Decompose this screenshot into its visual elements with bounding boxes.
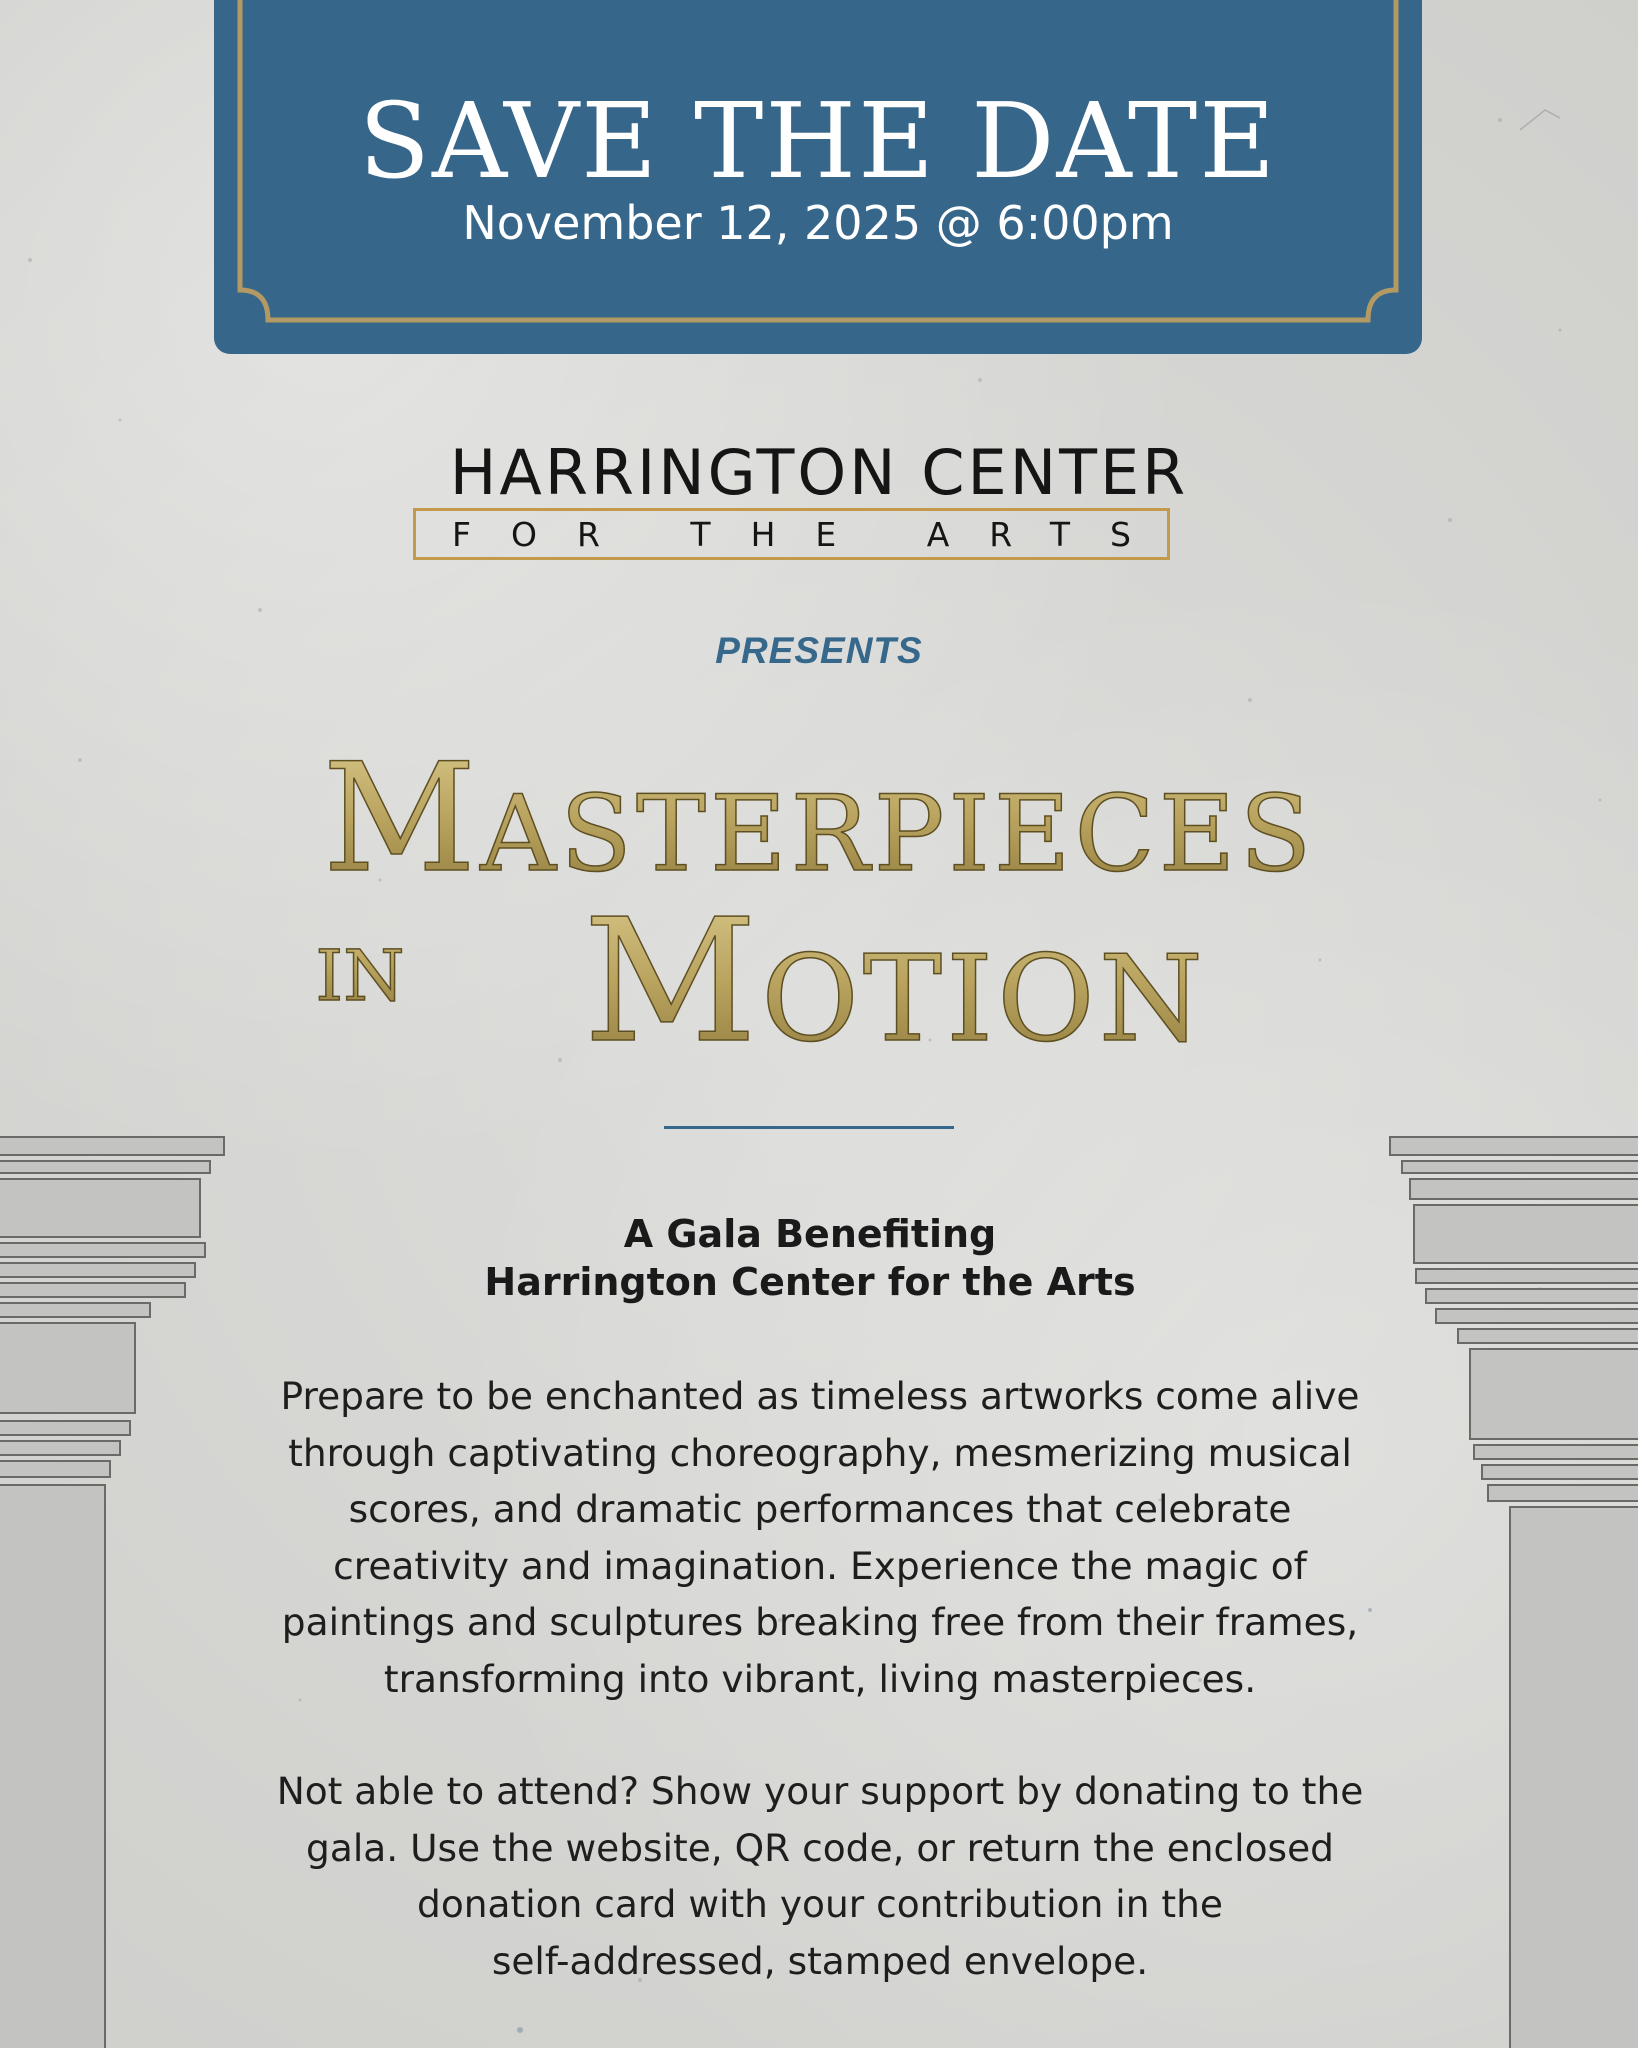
event-date: November 12, 2025 @ 6:00pm [462, 196, 1174, 250]
benefit-heading [260, 1210, 1360, 1306]
donation-line: gala. Use the website, QR code, or return the enclosed [306, 1825, 1334, 1870]
description-line: creativity and imagination. Experience the magic of [333, 1543, 1307, 1588]
banner-title: SAVE THE DATE [358, 80, 1278, 202]
donation-line: self-addressed, stamped envelope. [491, 1938, 1149, 1983]
description-line: through captivating choreography, mesmerizing musical [288, 1430, 1352, 1475]
benefit-line2: Harrington Center for the Arts [484, 1260, 1136, 1304]
presents-label: PRESENTS [715, 630, 923, 671]
event-title [0, 700, 1638, 1060]
organization-logo-subtitle: FOR THE ARTS [452, 514, 1171, 554]
event-title-line1: Masterpieces [322, 732, 1316, 906]
donation-info [270, 1763, 1370, 1989]
donation-line: donation card with your contribution in the [417, 1882, 1223, 1926]
event-description [270, 1368, 1370, 1707]
benefit-line1: A Gala Benefiting [623, 1212, 997, 1256]
description-line: transforming into vibrant, living masterpieces. [383, 1656, 1257, 1701]
save-the-date-banner [214, 0, 1422, 354]
left-column-decoration [0, 1135, 250, 2048]
donation-line: Not able to attend? Show your support by donating to the [276, 1769, 1364, 1813]
right-column-decoration [1388, 1135, 1638, 2048]
section-divider [664, 1126, 954, 1129]
event-title-in: in [315, 907, 405, 1024]
organization-logo-subtitle-box [413, 508, 1170, 560]
description-line: scores, and dramatic performances that celebrate [348, 1487, 1292, 1531]
organization-logo-name: HARRINGTON CENTER [449, 436, 1189, 509]
description-line: paintings and sculptures breaking free from their frames, [281, 1600, 1359, 1644]
description-line: Prepare to be enchanted as timeless artworks come alive [280, 1374, 1360, 1418]
event-title-line2: Motion [583, 883, 1207, 1060]
